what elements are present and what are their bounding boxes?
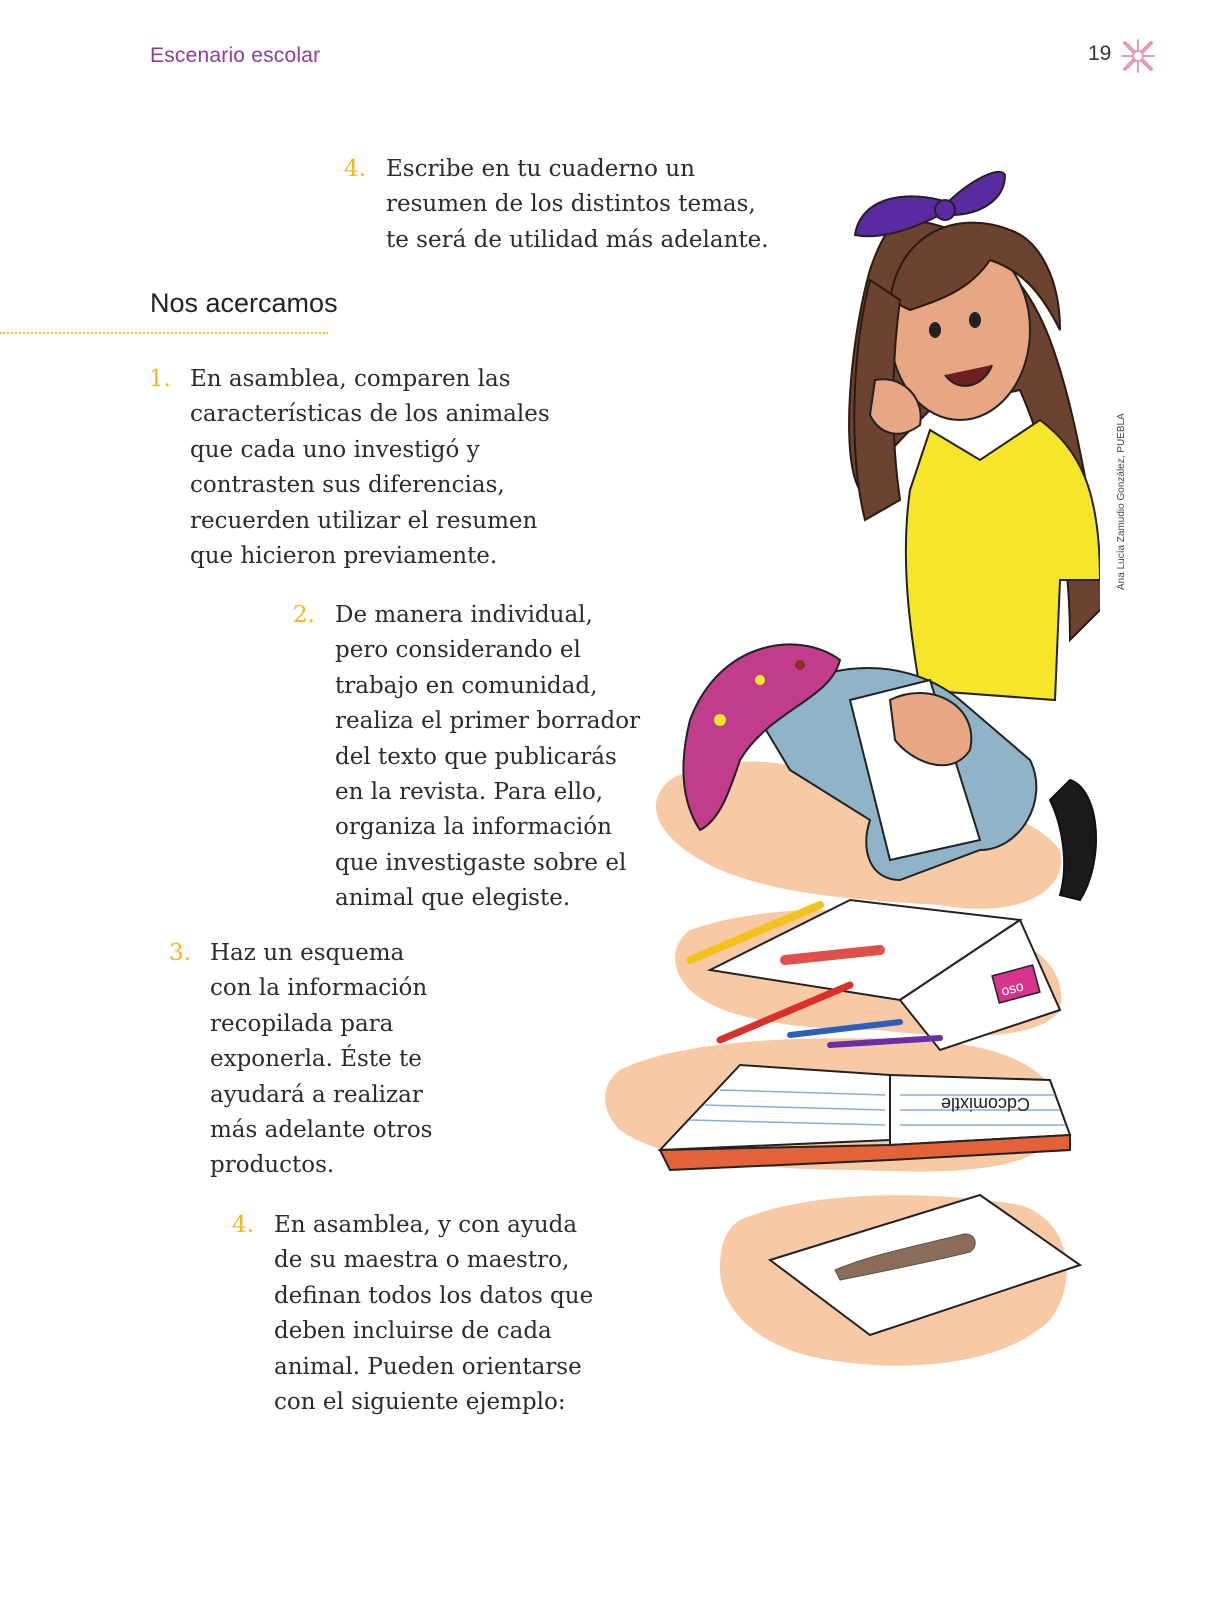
header-section-label: Escenario escolar	[150, 44, 321, 67]
list-item-4	[232, 1208, 634, 1420]
svg-text:oso: oso	[999, 977, 1026, 999]
item-text: En asamblea, comparen las características de los animales que cada uno investigó y contrasten sus diferencias, recuerden utilizar el resumen que hicieron previamente.	[190, 366, 550, 570]
item-text: Haz un esquema con la información recopilada para exponerla. Éste te ayudará a realizar más adelante otros productos.	[210, 940, 433, 1179]
list-item-1	[149, 362, 610, 574]
decorative-star-icon	[1120, 38, 1156, 74]
item-number: 4.	[344, 156, 366, 182]
item-text: De manera individual, pero considerando el trabajo en comunidad, realiza el primer borrador del texto que publicarás en la revista. Para ello, organiza la información que investigaste sobre el animal que elegiste.	[335, 602, 641, 912]
page-number: 19	[1088, 42, 1112, 65]
svg-text:Cdcomixtle: Cdcomixtle	[940, 1094, 1030, 1114]
illustration-credit: Ana Lucía Zamudio González, PUEBLA	[1116, 413, 1127, 590]
section-divider	[0, 332, 328, 334]
girl-studying-illustration	[600, 160, 1100, 1400]
item-text: Escribe en tu cuaderno un resumen de los distintos temas, te será de utilidad más adelante.	[386, 156, 769, 253]
item-number: 2.	[293, 602, 315, 628]
item-number: 4.	[232, 1212, 254, 1238]
section-title: Nos acercamos	[150, 288, 338, 318]
item-text: En asamblea, y con ayuda de su maestra o maestro, definan todos los datos que deben incluirse de cada animal. Pueden orientarse con el siguiente ejemplo:	[274, 1212, 594, 1416]
item-number: 1.	[149, 366, 171, 392]
item-number: 3.	[169, 940, 191, 966]
list-item-3	[169, 936, 470, 1184]
